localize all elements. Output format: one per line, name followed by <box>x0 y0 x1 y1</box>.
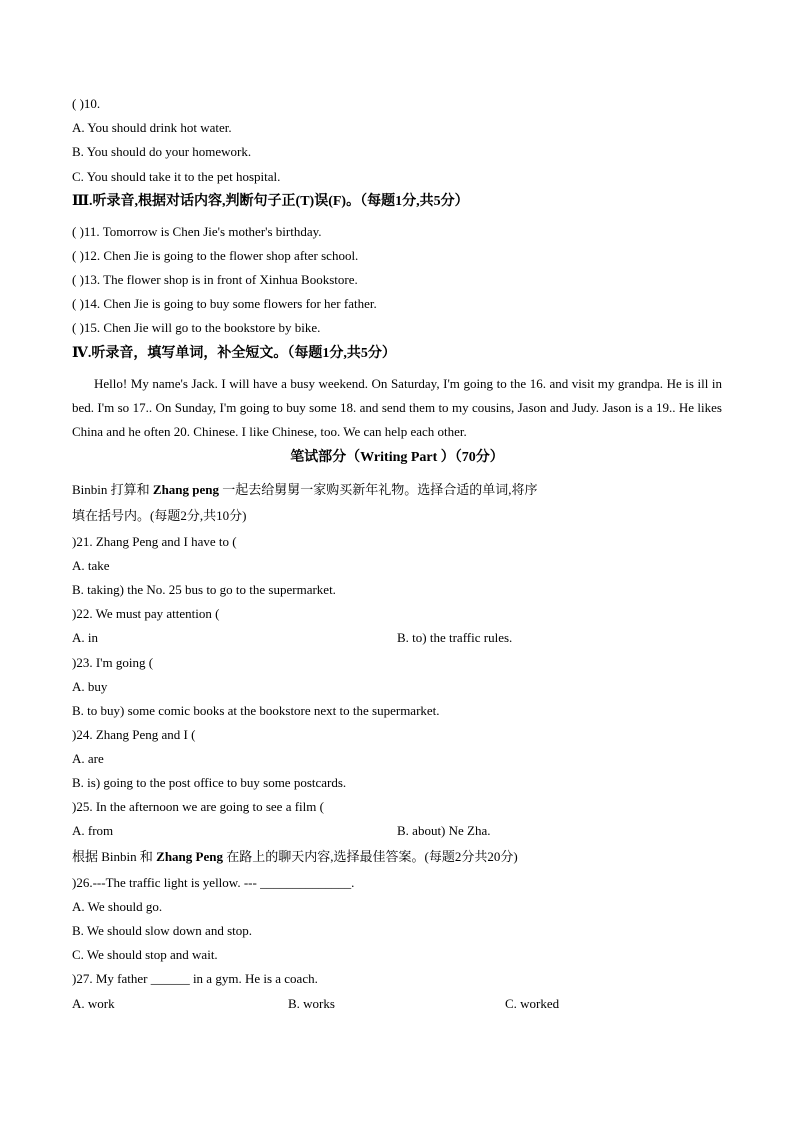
q27-stem: )27. My father ______ in a gym. He is a coach. <box>72 971 318 986</box>
q26-option-c: C. We should stop and wait. <box>72 947 218 962</box>
q24-stem: )24. Zhang Peng and I ( <box>72 727 196 742</box>
q12: ( )12. Chen Jie is going to the flower shop after school. <box>72 248 359 263</box>
part2-intro <box>72 849 518 865</box>
q21-option-b: B. taking) the No. 25 bus to go to the supermarket. <box>72 582 336 597</box>
q22-stem: )22. We must pay attention ( <box>72 606 220 621</box>
q22-option-b: B. to) the traffic rules. <box>397 630 513 645</box>
intro-name: Zhang Peng <box>156 849 223 864</box>
q10-stem: ( )10. <box>72 96 101 111</box>
q23-stem: )23. I'm going ( <box>72 655 154 670</box>
passage-text: Hello! My name's Jack. I will have a busy weekend. On Saturday, I'm going to the 16. and visit my grandpa. He is ill in bed. I'm so 17.. On Sunday, I'm going to buy some 18. and send them to my cousins, Jason and Judy. Jason is a 19.. He likes China and he often 20. Chinese. I like Chinese, too. We can help each other. <box>72 376 722 439</box>
q10-option-c: C. You should take it to the pet hospital. <box>72 169 281 184</box>
q23-option-b: B. to buy) some comic books at the bookstore next to the supermarket. <box>72 703 440 718</box>
q26-stem: )26.---The traffic light is yellow. --- ______________. <box>72 875 355 890</box>
q25-option-a: A. from <box>72 823 114 838</box>
q21-stem: )21. Zhang Peng and I have to ( <box>72 534 237 549</box>
q24-option-b: B. is) going to the post office to buy some postcards. <box>72 775 347 790</box>
q23-option-a: A. buy <box>72 679 108 694</box>
intro-text: Binbin 打算和 <box>72 482 153 497</box>
q26-option-b: B. We should slow down and stop. <box>72 923 252 938</box>
writing-intro-line2: 填在括号内。(每题2分,共10分) <box>72 508 247 523</box>
section4-passage <box>72 372 722 444</box>
section4-heading: Ⅳ.听录音，填写单词，补全短文。（每题1分,共5分） <box>72 346 396 361</box>
q22-option-a: A. in <box>72 630 98 645</box>
q27-option-c: C. worked <box>505 996 560 1011</box>
intro-name: Zhang peng <box>152 482 220 497</box>
intro-text: 根据 Binbin 和 <box>72 849 157 864</box>
writing-intro-line1 <box>72 482 538 498</box>
q26-option-a: A. We should go. <box>72 899 163 914</box>
q27-option-a: A. work <box>72 996 115 1011</box>
q15: ( )15. Chen Jie will go to the bookstore by bike. <box>72 320 321 335</box>
intro-text: 一起去给舅舅一家购买新年礼物。选择合适的单词,将序 <box>219 482 538 497</box>
q11: ( )11. Tomorrow is Chen Jie's mother's birthday. <box>72 224 322 239</box>
q21-option-a: A. take <box>72 558 110 573</box>
q10-option-a: A. You should drink hot water. <box>72 120 232 135</box>
q25-option-b: B. about) Ne Zha. <box>397 823 491 838</box>
q14: ( )14. Chen Jie is going to buy some flowers for her father. <box>72 296 377 311</box>
q27-option-b: B. works <box>288 996 335 1011</box>
intro-text: 在路上的聊天内容,选择最佳答案。(每题2分共20分) <box>222 849 518 864</box>
q25-stem: )25. In the afternoon we are going to see a film ( <box>72 799 324 814</box>
writing-part-title: 笔试部分（Writing Part ）（70分） <box>290 450 504 465</box>
q10-option-b: B. You should do your homework. <box>72 144 252 159</box>
section3-heading: Ⅲ.听录音,根据对话内容,判断句子正(T)误(F)。（每题1分,共5分） <box>72 194 469 209</box>
q24-option-a: A. are <box>72 751 104 766</box>
q13: ( )13. The flower shop is in front of Xinhua Bookstore. <box>72 272 358 287</box>
